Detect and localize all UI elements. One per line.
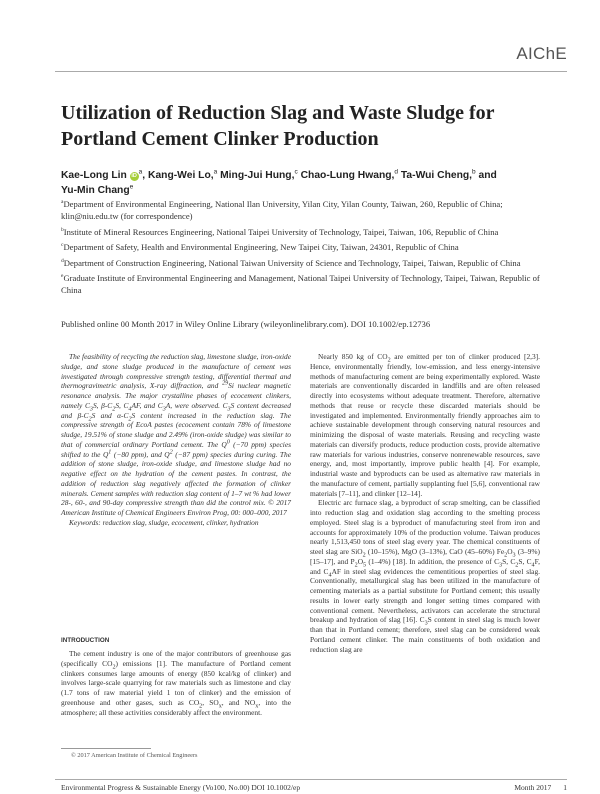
aiche-logo: AIChE (516, 44, 567, 63)
article-title (61, 100, 561, 152)
copyright-rule (61, 748, 151, 749)
affiliation: $^e$Graduate Institute of Environmental Engineering and Management, National Taipei University of Technology, Taipei, Taiwan, Republic of China (61, 273, 540, 296)
left-column (61, 352, 291, 528)
author-list: Kae-Long Lin $iD^a$, Kang-Wei Lo,$^a$ Ming-Jui Hung,$^c$ Chao-Lung Hwang,$^d$ Ta-Wui Cheng,$^b$ and Yu-Min Chang$^e$ (61, 168, 497, 196)
author-affil-sup: d (394, 168, 399, 176)
introduction-paragraph: The cement industry is one of the major contributors of greenhouse gas (specifically $CO_2$) emissions [1]. The manufacture of Portland cement clinkers consumes large amounts of energy (850 kcal/kg of clinker) and involves large-scale quarrying for raw materials such as limestone and clay (1.7 tons of raw material yield 1 ton of clinker) and the emission of greenhouse and other gases, such as $CO_2$, $SO_x$, and $NO_x$, into the atmosphere; all these activities considerably affect the environment. (61, 649, 292, 717)
title-line-1: Utilization of Reduction Slag and Waste Sludge for (61, 102, 495, 124)
author-name: Chao-Lung Hwang, (300, 170, 395, 181)
author-affil-sup: a (213, 168, 218, 176)
author-conjunction: and (478, 170, 497, 181)
right-column (310, 352, 540, 654)
affiliation: $^b$Institute of Mineral Resources Engineering, National Taipei University of Technology, Taipei, Taiwan, 106, Republic of China (61, 226, 499, 237)
published-line: Published online 00 Month 2017 in Wiley Online Library (wileyonlinelibrary.com). DOI 10.1002/ep.12736 (61, 319, 431, 329)
footer-date-page (502, 783, 567, 792)
abstract: The feasibility of recycling the reduction slag, limestone sludge, iron-oxide sludge, and stone sludge produced in the manufacture of cement was investigated through compressive strength testing, differential thermal and thermogravimetric analysis, X-ray diffraction, and $^{29}$Si nuclear magnetic resonance analysis. The major crystalline phases of ecocement clinkers, namely $C_3S$, $\beta-C_2S$, $C_4AF$, and $C_3A$, were observed. $C_3S$ content decreased and $\beta-C_2S$ and $\alpha-C_2S$ content increased in the reduction slag. The compressive strength of EcoA pastes (ecocement contain 78% of limestone sludge, 19.51% of stone sludge and 2.49% (iron-oxide sludge) was similar to that of commercial ordinary Portland cement. The $Q^0$ (−70 ppm) species shifted to the $Q^1$ (−80 ppm), and $Q^2$ (−87 ppm) species during curing. The addition of stone sludge, iron-oxide sludge, and limestone sludge had no negative effect on the hydration of the cement pastes. In contrast, the addition of reduction slag negatively affected the formation of clinker minerals. Cement samples with reduction slag content of 1–7 wt % had lower 28-, 60-, and 90-day compressive strength than did the control mix. © 2017 American Institute of Chemical Engineers Environ Prog, 00: 000–000, 2017 (61, 352, 292, 517)
keywords: Keywords: reduction slag, sludge, ecocement, clinker, hydration (69, 517, 259, 527)
author-affil-sup: e (129, 183, 134, 191)
author-affil-sup: c (294, 168, 298, 176)
author-affil-sup: b (472, 168, 476, 176)
author-name: Kang-Wei Lo, (148, 170, 214, 181)
affiliation: $^c$Department of Safety, Health and Environmental Engineering, New Taipei City, Taiwan, 24301, Republic of China (61, 242, 459, 253)
body-paragraph: Electric arc furnace slag, a byproduct of scrap smelting, can be classified into reduction slag and oxidation slag according to the smelting process employed. Steel slag is a byproduct of manufacturing steel from iron and accounts for approximately 10% of the production volume. Taiwan produces nearly 1,513,450 tons of steel slag every year. The chemical constituents of steel slag are SiO$_2$ (10–15%), MgO (3–13%), CaO (45–60%) $Fe_2O_3$ (3–9%) [15–17], and $P_2O_5$ (1–4%) [18]. In addition, the presence of $C_3S$, $C_2S$, $C_4F$, and $C_4AF$ in steel slag evidences the cementitious properties of steel slag. Conventionally, metallurgical slag has been utilized in the manufacture of cementing materials as a partial substitute for Portland cement; this usually results in lower early strength and longer setting times compared with conventional cement. Nevertheless, activators can accelerate the structural breakup and hydration of slag [16]. $C_3S$ content in steel slag is much lower than that in Portland cement; therefore, steel slag can be considered weak Portland cement clinker. The main constituents of both oxidation and reduction slag are (310, 498, 541, 654)
affiliation: $^a$Department of Environmental Engineering, National Ilan University, Yilan City, Yilan County, Taiwan, 260, Republic of China; klin@niu.edu.tw (for correspondence) (61, 199, 503, 222)
section-heading-introduction: INTRODUCTION (61, 637, 110, 644)
copyright-notice: © 2017 American Institute of Chemical Engineers (71, 752, 198, 759)
affiliation: $^d$Department of Construction Engineering, National Taiwan University of Science and Technology, Taipei, Taiwan, Republic of China (61, 257, 521, 268)
author-name: Ming-Jui Hung, (220, 170, 295, 181)
author-name: Ta-Wui Cheng, (400, 170, 473, 181)
orcid-icon[interactable]: iD (131, 173, 137, 179)
page-number: 1 (563, 783, 567, 792)
title-line-2: Portland Cement Clinker Production (61, 128, 379, 150)
body-paragraph: Nearly 850 kg of $CO_2$ are emitted per ton of clinker produced [2,3]. Hence, environmentally friendly, low-emission, and less energy-intensive methods of manufacturing cement are being experimentally explored. Waste materials are conventionally discarded in landfills and are often released directly into ecosystems without adequate treatment. Therefore, alternative methods that reuse or recycle these discarded materials should be investigated and implemented. Environmentally friendly approaches aim to achieve sustainable development through conserving natural resources and minimizing the disposal of waste materials. Reusing and recycling waste materials can diversify products, reduce production costs, provide alternative raw materials for various industries, conserve nonrenewable resources, save energy, and, most importantly, improve public health [4]. For example, industrial waste and byproducts can be used as alternative raw materials in the manufacture of cement, partially supplanting fuel [5,6], conventional raw materials [7–11], and clinker [12–14]. (310, 352, 540, 498)
author-name: Kae-Long Lin (61, 170, 127, 181)
author-name: Yu-Min Chang (61, 185, 130, 196)
author-affil-sup: a (138, 168, 143, 176)
affiliations (61, 198, 561, 300)
footer-date: Month 2017 (514, 783, 552, 792)
footer-journal: Environmental Progress & Sustainable Energy (Vo100, No.00) DOI 10.1002/ep (61, 783, 301, 792)
header-rule (55, 71, 567, 72)
footer-rule (55, 779, 567, 780)
